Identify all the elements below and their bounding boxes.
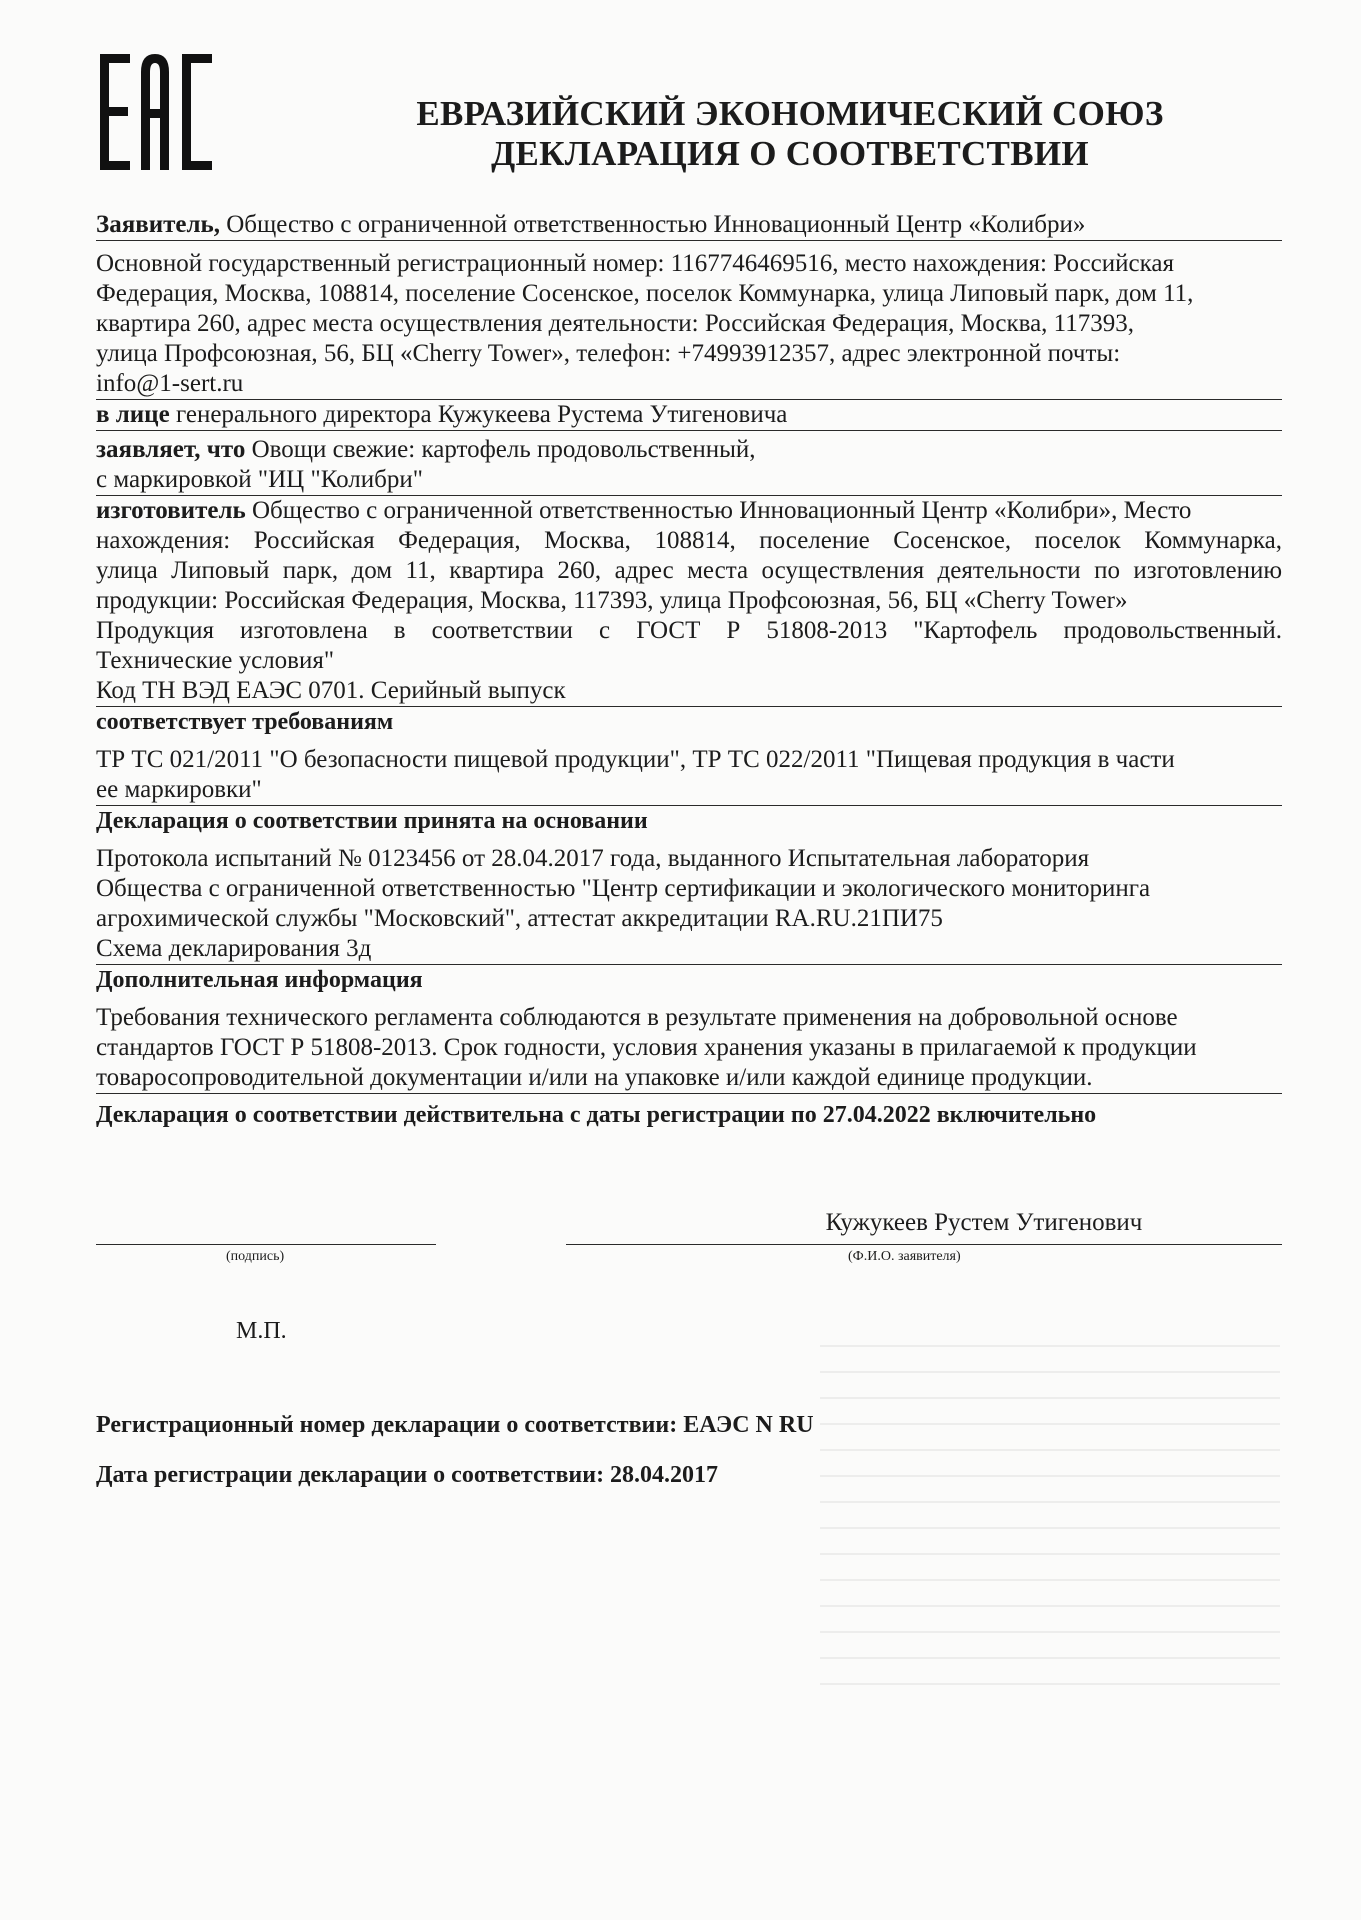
basis-heading: Декларация о соответствии принята на основании [96,808,648,834]
manufacturer-line-4: продукции: Российская Федерация, Москва, 117393, улица Профсоюзная, 56, БЦ «Cherry Tower» [96,587,1128,614]
applicant-detail-4: улица Профсоюзная, 56, БЦ «Cherry Tower», телефон: +74993912357, адрес электронной почты: [96,340,1121,367]
registration-date: Дата регистрации декларации о соответствии: 28.04.2017 [96,1462,719,1488]
applicant-full-name: Кужукеев Рустем Утигенович [825,1209,1143,1236]
declares-text-1: Овощи свежие: картофель продовольственный, [245,436,756,463]
registration-number: Регистрационный номер декларации о соответствии: ЕАЭС N RU [96,1412,814,1438]
applicant-detail-5: info@1-sert.ru [96,369,1282,400]
additional-line-2: стандартов ГОСТ Р 51808-2013. Срок годности, условия хранения указаны в прилагаемой к продукции [96,1034,1197,1061]
basis-line-2: Общества с ограниченной ответственностью "Центр сертификации и экологического мониторинга [96,875,1151,902]
manufacturer-label: изготовитель [96,497,246,524]
applicant-detail-3: квартира 260, адрес места осуществления деятельности: Российская Федерация, Москва, 117393, [96,310,1134,337]
manufacturer-line-2: нахождения: Российская Федерация, Москва, 108814, поселение Сосенское, поселок Коммунарка, [96,527,1282,554]
declares-label: заявляет, что [96,436,246,463]
representative-text: генерального директора Кужукеева Рустема Утигеновича [169,401,788,428]
manufacturer-line-3: улица Липовый парк, дом 11, квартира 260, адрес места осуществления деятельности по изготовлению [96,557,1282,584]
bleed-through-texture [820,1345,1280,1765]
name-caption: (Ф.И.О. заявителя) [848,1249,961,1264]
applicant-line [96,210,1282,241]
name-line [566,1244,1282,1245]
declares-line-2: с маркировкой "ИЦ "Колибри" [96,465,1282,496]
title-declaration: ДЕКЛАРАЦИЯ О СООТВЕТСТВИИ [491,134,1089,173]
manufacturer-line-6: Технические условия" [96,647,335,674]
applicant-name: Общество с ограниченной ответственностью Инновационный Центр «Колибри» [220,211,1086,238]
signature-block [96,1208,1282,1268]
manufacturer-line-1 [96,496,1282,526]
requirements-line-1: ТР ТС 021/2011 "О безопасности пищевой продукции", ТР ТС 022/2011 "Пищевая продукция в части [96,746,1175,773]
manufacturer-text-1: Общество с ограниченной ответственностью Инновационный Центр «Колибри», Место [245,497,1192,524]
requirements-heading: соответствует требованиям [96,709,394,735]
representative-line [96,400,1282,431]
additional-heading: Дополнительная информация [96,967,423,993]
manufacturer-line-7: Код ТН ВЭД ЕАЭС 0701. Серийный выпуск [96,676,1282,707]
applicant-detail-2: Федерация, Москва, 108814, поселение Сосенское, поселок Коммунарка, улица Липовый парк, дом 11, [96,280,1194,307]
requirements-line-2: ее маркировки" [96,775,1282,806]
signature-caption: (подпись) [226,1249,285,1264]
basis-line-3: агрохимической службы "Московский", аттестат аккредитации RA.RU.21ПИ75 [96,905,943,932]
declares-line-1 [96,435,1282,465]
basis-line-1: Протокола испытаний № 0123456 от 28.04.2017 года, выданного Испытательная лаборатория [96,845,1090,872]
applicant-detail-1: Основной государственный регистрационный номер: 1167746469516, место нахождения: Российская [96,250,1174,277]
representative-label: в лице [96,401,170,428]
stamp-place: М.П. [236,1318,287,1344]
applicant-label: Заявитель, [96,211,220,238]
signature-line [96,1244,436,1245]
eac-logo-mark [100,54,212,170]
additional-line-1: Требования технического регламента соблюдаются в результате применения на добровольной основе [96,1004,1178,1031]
eac-logo [100,54,212,170]
basis-line-4: Схема декларирования 3д [96,934,1282,965]
validity-statement: Декларация о соответствии действительна с даты регистрации по 27.04.2022 включительно [96,1102,1097,1128]
manufacturer-line-5: Продукция изготовлена в соответствии с ГОСТ Р 51808-2013 "Картофель продовольственный. [96,617,1282,644]
declaration-body [96,210,1282,1130]
additional-line-3: товаросопроводительной документации и/или на упаковке и/или каждой единице продукции. [96,1063,1282,1094]
title-union: ЕВРАЗИЙСКИЙ ЭКОНОМИЧЕСКИЙ СОЮЗ [416,94,1164,133]
